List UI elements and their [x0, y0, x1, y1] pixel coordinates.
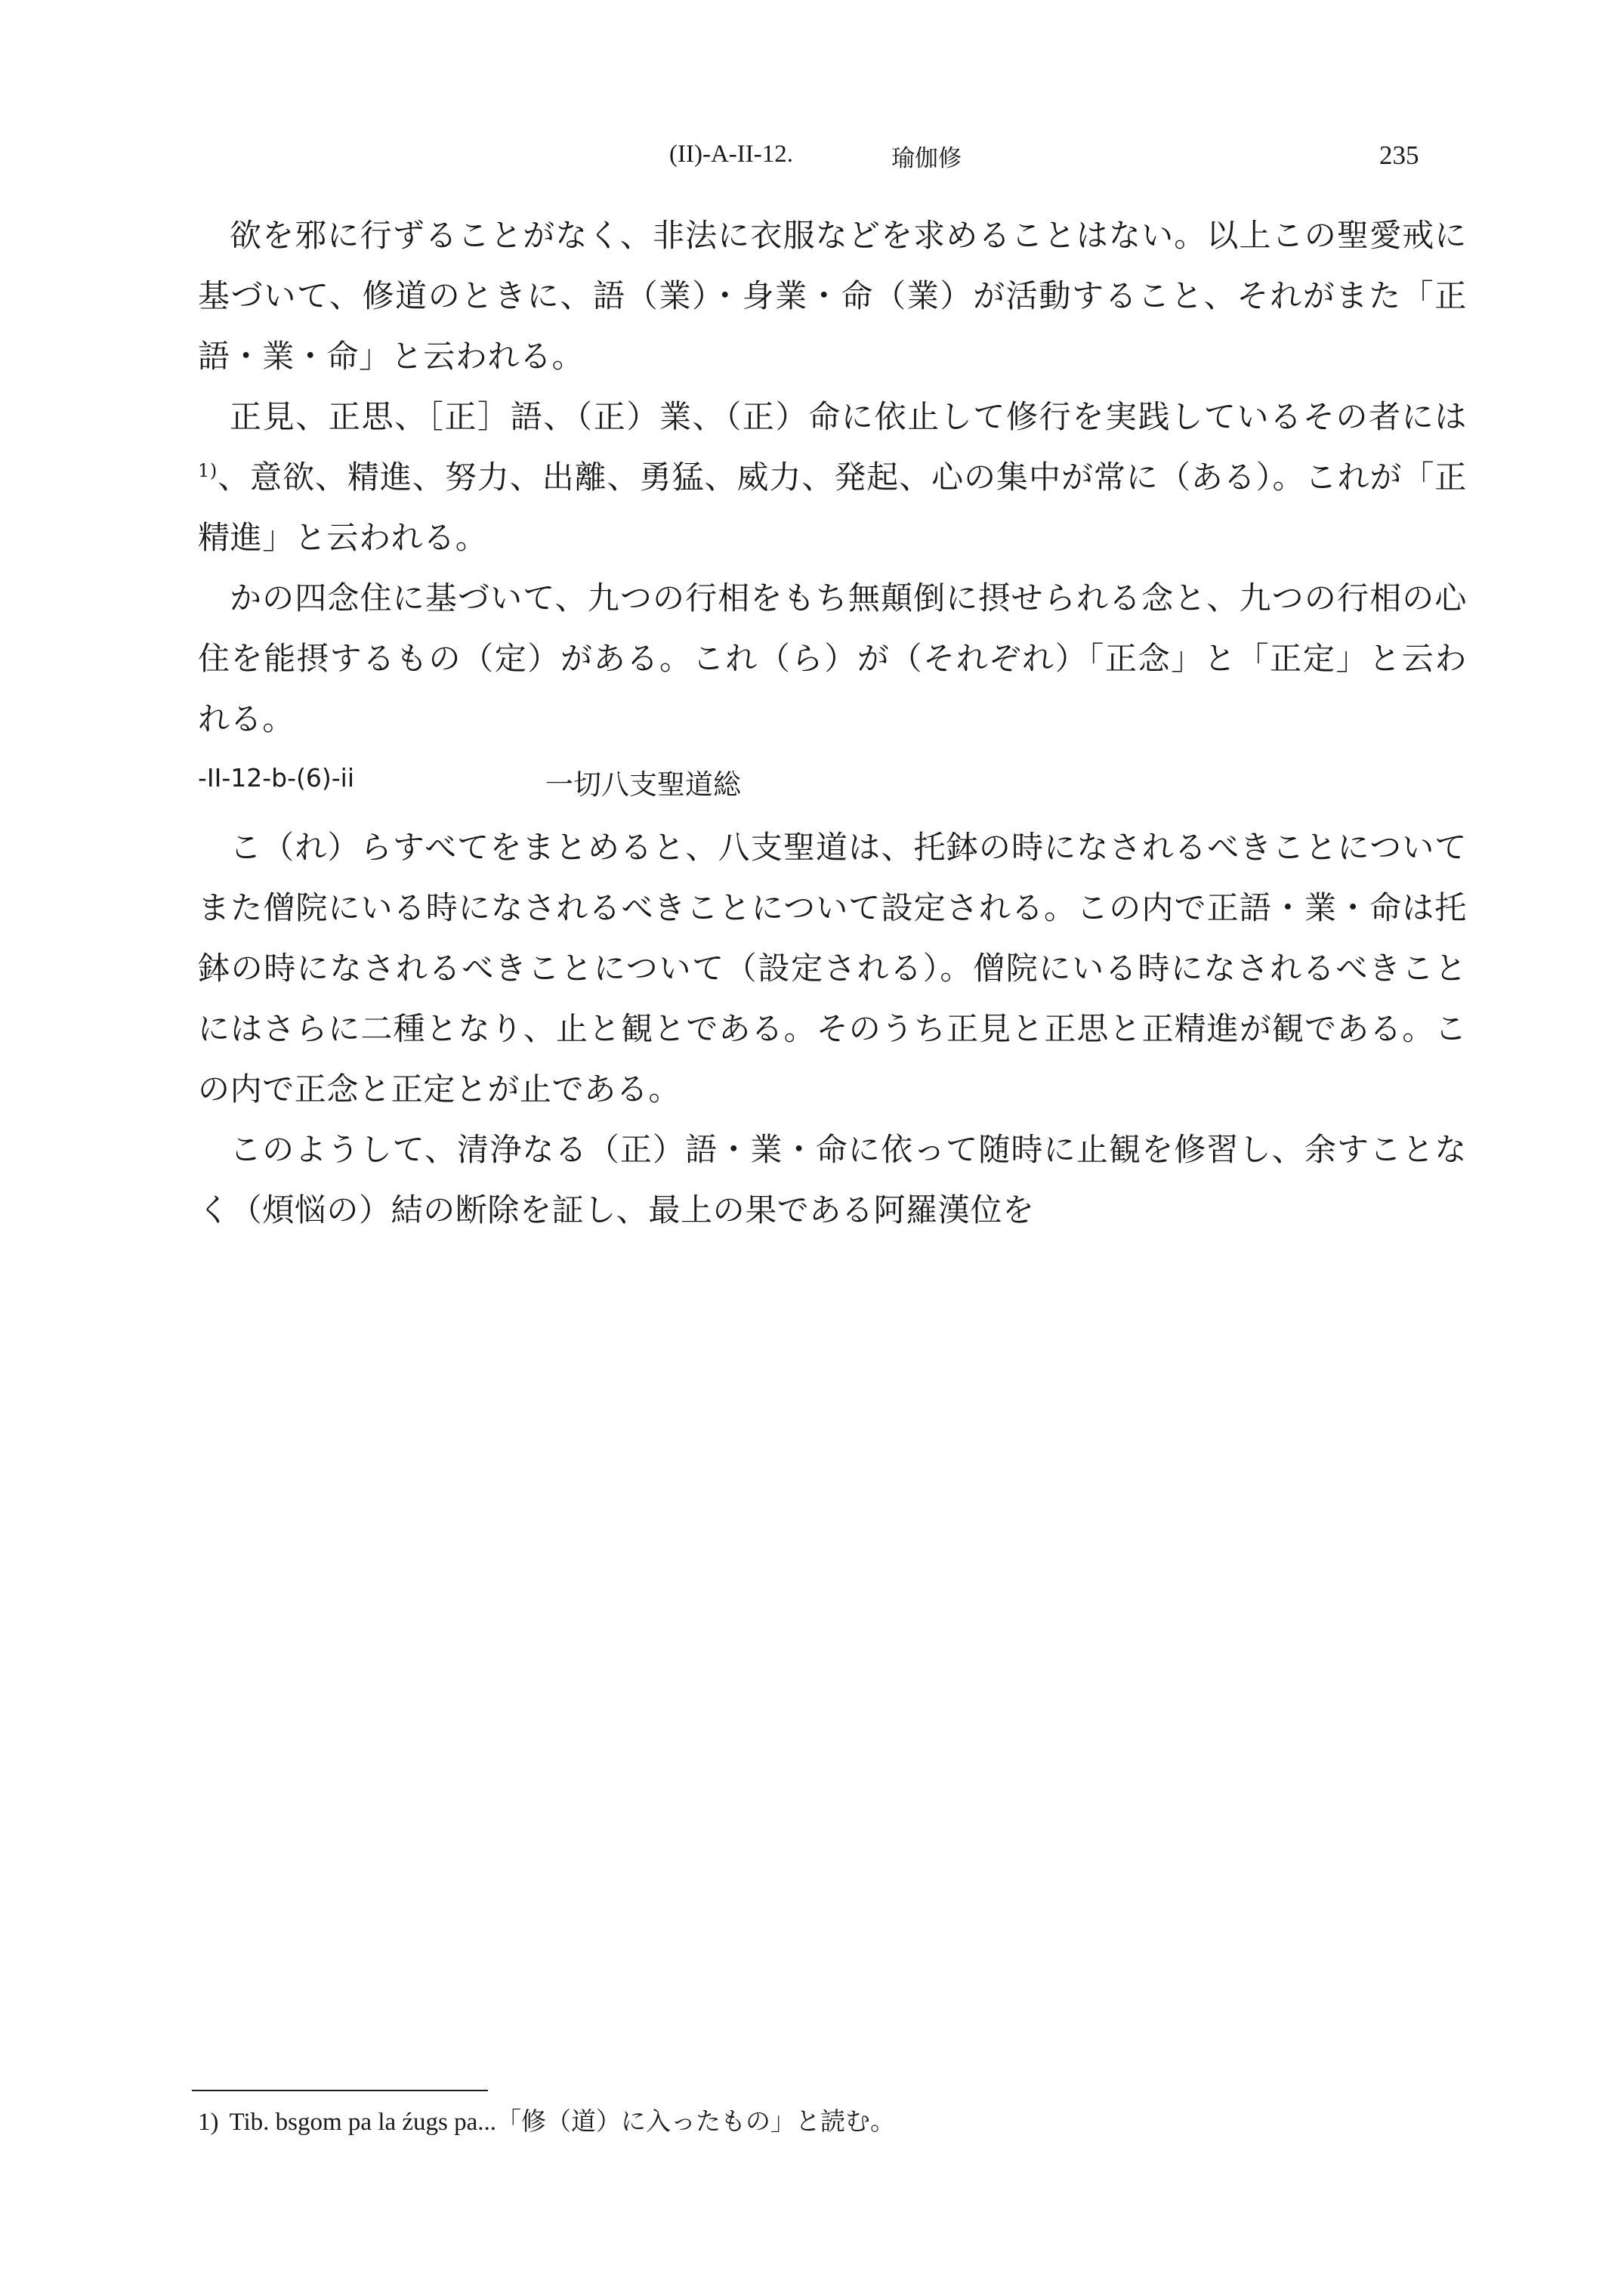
footnote-reference: 1)	[198, 460, 218, 481]
body-text-bottom	[198, 817, 1467, 1241]
running-header	[0, 134, 1624, 180]
paragraph-text: 、意欲、精進、努力、出離、勇猛、威力、発起、心の集中が常に（ある）。これが「正精進」と云われる。	[198, 459, 1467, 556]
paragraph: かの四念住に基づいて、九つの行相をもち無顛倒に摂せられる念と、九つの行相の心住を能摂するもの（定）がある。これ（ら）が（それぞれ）「正念」と「正定」と云われる。	[198, 579, 1467, 737]
section-heading	[198, 759, 1467, 804]
paragraph: こ（れ）らすべてをまとめると、八支聖道は、托鉢の時になされるべきことについてまた僧院にいる時になされるべきことについて設定される。この内で正語・業・命は托鉢の時になされるべきことについて（設定される）。僧院にいる時になされるべきことにはさらに二種となり、止と観とである。そのうち正見と正思と正精進が観である。この内で正念と正定とが止である。	[198, 829, 1467, 1108]
section-title: 一切八支聖道総	[545, 768, 741, 801]
paragraph	[198, 387, 1467, 568]
section-code: -II-12-b-(6)-ii	[198, 763, 355, 793]
page-number: 235	[1379, 141, 1419, 170]
header-title: 瑜伽修	[891, 145, 962, 172]
header-section-number: (II)-A-II-12.	[669, 141, 793, 168]
footnote	[198, 2103, 1467, 2141]
paragraph: このようして、清浄なる（正）語・業・命に依って随時に止観を修習し、余すことなく（煩悩の）結の断除を証し、最上の果である阿羅漢位を	[198, 1131, 1467, 1228]
footnote-text: Tib. bsgom pa la źugs pa...「修（道）に入ったもの」と読む。	[229, 2109, 896, 2136]
footnote-divider	[192, 2090, 488, 2091]
footnote-marker: 1)	[198, 2109, 219, 2136]
paragraph-text: 正見、正思、［正］語、（正）業、（正）命に依止して修行を実践しているその者には	[230, 398, 1467, 435]
paragraph: 欲を邪に行ずることがなく、非法に衣服などを求めることはない。以上この聖愛戒に基づいて、修道のときに、語（業）・身業・命（業）が活動すること、それがまた「正語・業・命」と云われる。	[198, 217, 1467, 375]
body-text-top	[198, 205, 1467, 749]
